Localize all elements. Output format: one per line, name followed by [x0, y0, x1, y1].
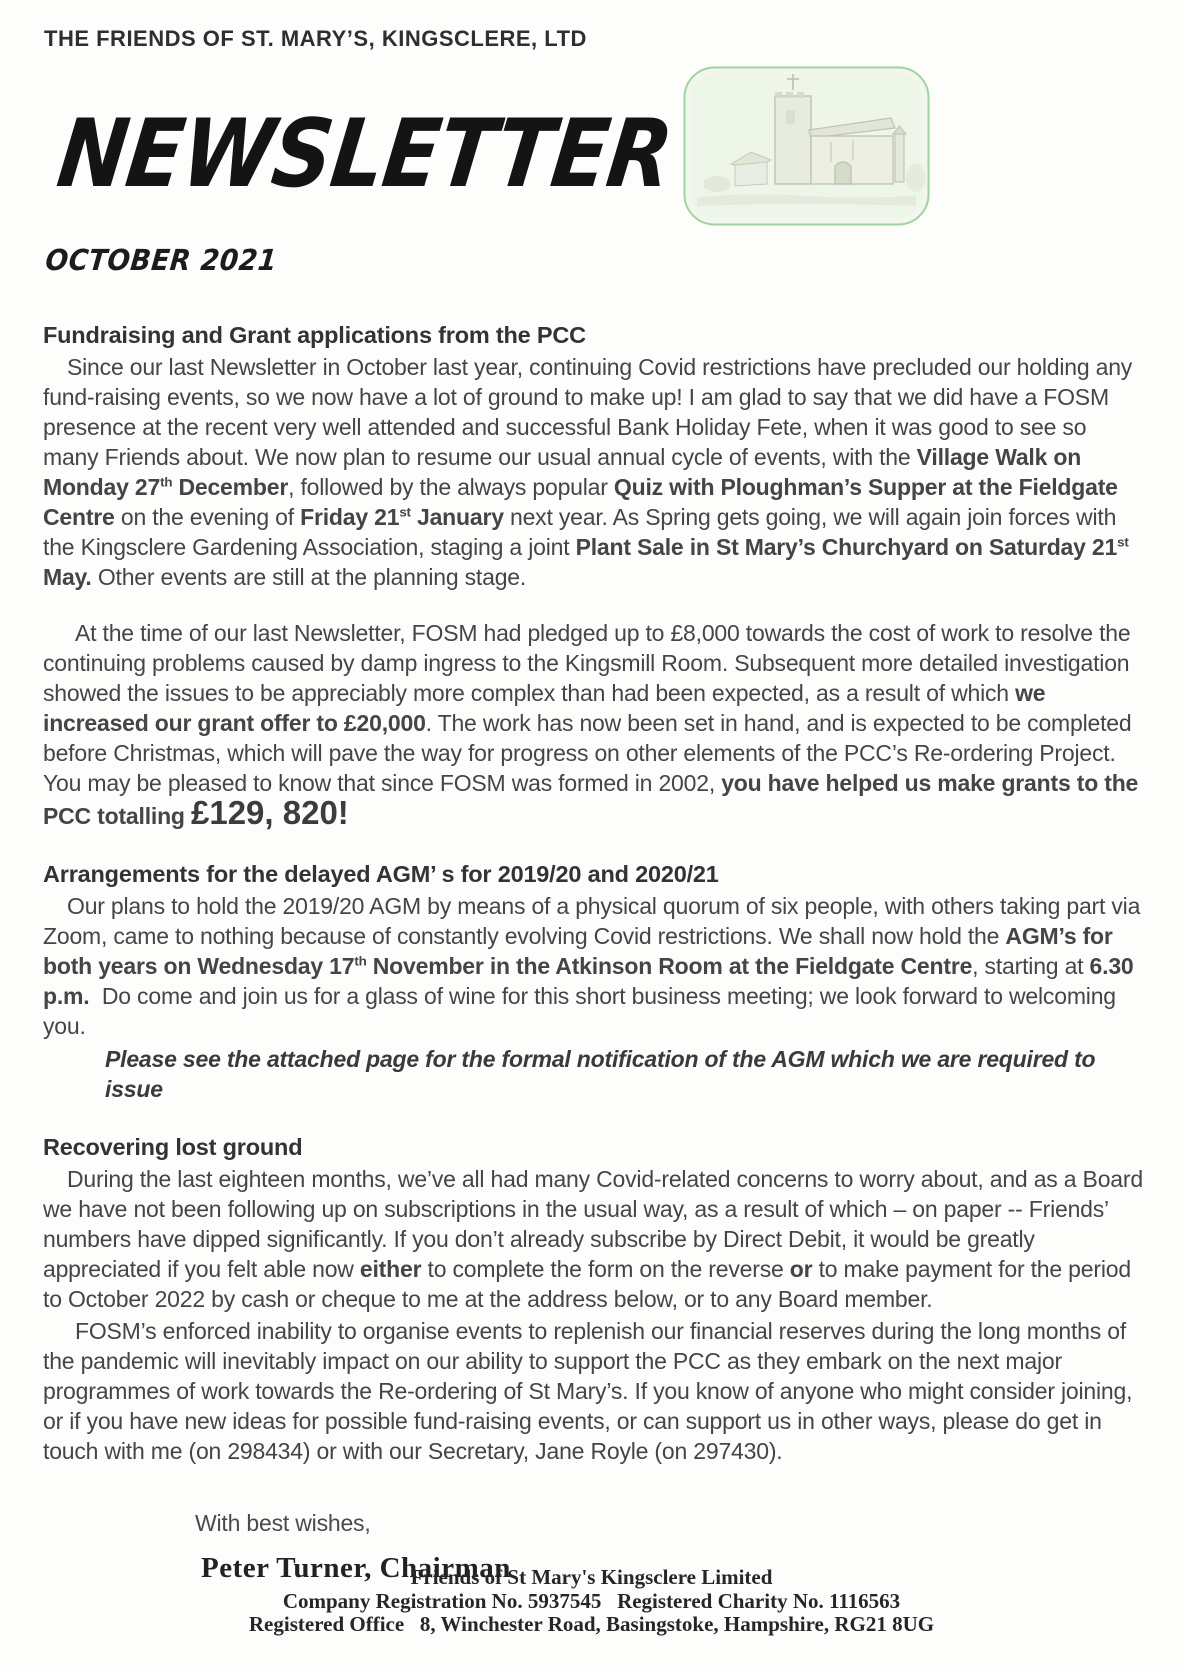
- footer-company-name: Friends of St Mary's Kingsclere Limited: [410, 1565, 773, 1589]
- agm-formal-notice-note: Please see the attached page for the formal notification of the AGM which we are required to issue: [105, 1046, 1102, 1102]
- footer-registered-office: Registered Office 8, Winchester Road, Basingstoke, Hampshire, RG21 8UG: [248, 1612, 935, 1636]
- recovering-paragraph-2: FOSM’s enforced inability to organise events to replenish our financial reserves during the long months of the pandemic will inevitably impact on our ability to support the PCC as they embark on the next major programmes of work towards the Re-ordering of St Mary’s. If you know of anyone who might consider joining, or if you have new ideas for possible fund-raising events, or can support us in other ways, please do get in touch with me (on 298434) or with our Secretary, Jane Royle (on 297430).: [43, 1318, 1139, 1464]
- issue-date: OCTOBER 2021: [44, 243, 279, 277]
- newsletter-title: NEWSLETTER: [52, 100, 678, 209]
- organisation-name: THE FRIENDS OF ST. MARY’S, KINGSCLERE, LTD: [44, 26, 587, 51]
- section-heading-recovering: Recovering lost ground: [43, 1134, 303, 1160]
- fundraising-paragraph-1: Since our last Newsletter in October last year, continuing Covid restrictions have precluded our holding any fund-raising events, so we now have a lot of ground to make up! I am glad to say that we did have a FOSM presence at the recent very well attended and successful Bank Holiday Fete, when it was good to see so many Friends about. We now plan to resume our usual annual cycle of events, with the Village Walk on Monday 27th December, followed by the always popular Quiz with Ploughman’s Supper at the Fieldgate Centre on the evening of Friday 21st January next year. As Spring gets going, we will again join forces with the Kingsclere Gardening Association, staging a joint Plant Sale in St Mary’s Churchyard on Saturday 21st May. Other events are still at the planning stage.: [43, 354, 1139, 590]
- signature-name: Peter Turner, Chairman: [201, 1552, 511, 1584]
- church-sketch-image: [683, 66, 930, 226]
- agm-paragraph: Our plans to hold the 2019/20 AGM by means of a physical quorum of six people, with others taking part via Zoom, came to nothing because of constantly evolving Covid restrictions. We shall now hold the AGM’s for both years on Wednesday 17th November in the Atkinson Room at the Fieldgate Centre, starting at 6.30 p.m. Do come and join us for a glass of wine for this short business meeting; we look forward to welcoming you.: [43, 893, 1147, 1039]
- section-heading-fundraising: Fundraising and Grant applications from the PCC: [43, 322, 586, 348]
- church-photo: [683, 66, 930, 226]
- company-footer: [0, 1566, 1183, 1637]
- section-heading-agm: Arrangements for the delayed AGM’ s for 2019/20 and 2020/21: [43, 861, 719, 887]
- fundraising-paragraph-2: At the time of our last Newsletter, FOSM had pledged up to £8,000 towards the cost of work to resolve the continuing problems caused by damp ingress to the Kingsmill Room. Subsequent more detailed investigation showed the issues to be appreciably more complex than had been expected, as a result of which we increased our grant offer to £20,000. The work has now been set in hand, and is expected to be completed before Christmas, which will pave the way for progress on other elements of the PCC’s Re-ordering Project. You may be pleased to know that since FOSM was formed in 2002, you have helped us make grants to the PCC totalling £129, 820!: [43, 620, 1145, 831]
- footer-registration-numbers: Company Registration No. 5937545 Registered Charity No. 1116563: [282, 1588, 901, 1613]
- recovering-paragraph-1: During the last eighteen months, we’ve all had many Covid-related concerns to worry about, and as a Board we have not been following up on subscriptions in the usual way, as a result of which – on paper -- Friends’ numbers have dipped significantly. If you don’t already subscribe by Direct Debit, it would be greatly appreciated if you felt able now either to complete the form on the reverse or to make payment for the period to October 2022 by cash or cheque to me at the address below, or to any Board member.: [43, 1166, 1150, 1312]
- signature-closing: With best wishes,: [195, 1510, 371, 1536]
- newsletter-body: [43, 320, 1150, 1584]
